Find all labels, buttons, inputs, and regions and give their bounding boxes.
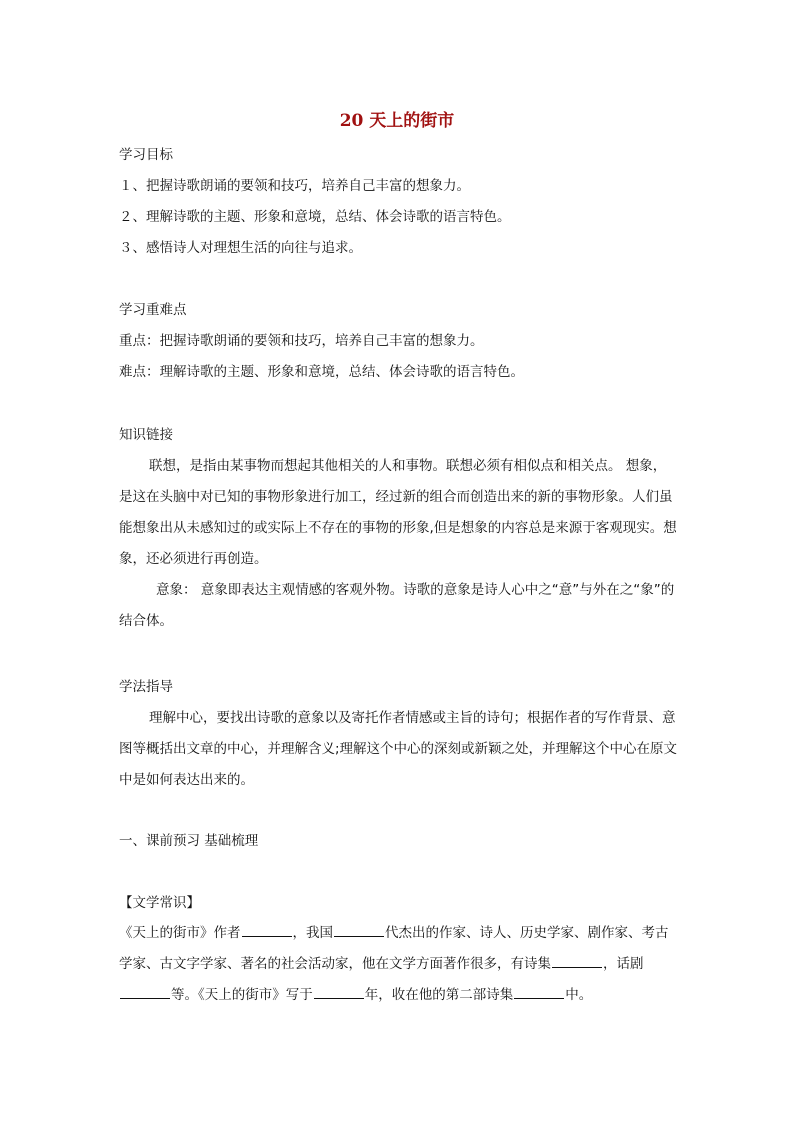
page-title: 20 天上的街市 bbox=[339, 111, 455, 131]
blank-second-collection[interactable] bbox=[514, 985, 564, 999]
difficult-point: 难点：理解诗歌的主题、形象和意境，总结、体会诗歌的语言特色。 bbox=[119, 364, 524, 380]
literary-knowledge-paragraph bbox=[119, 918, 679, 1011]
literary-text-1: 《天上的街市》作者 bbox=[119, 925, 241, 941]
preview-heading: 一、课前预习 基础梳理 bbox=[119, 833, 259, 849]
literary-text-4: ，话剧 bbox=[603, 956, 644, 972]
key-point: 重点：把握诗歌朗诵的要领和技巧，培养自己丰富的想象力。 bbox=[119, 333, 484, 349]
knowledge-paragraph-association: 联想，是指由某事物而想起其他相关的人和事物。联想必须有相似点和相关点。 想象，是这在头脑中对已知的事物形象进行加工，经过新的组合而创造出来的新的事物形象。人们虽能想象出从未感知过的或实际上不存在的事物的形象,但是想象的内容总是来源于客观现实。想象，还必须进行再创造。 bbox=[119, 458, 677, 567]
blank-drama[interactable] bbox=[120, 985, 170, 999]
objectives-heading: 学习目标 bbox=[119, 147, 173, 163]
blank-year[interactable] bbox=[314, 985, 364, 999]
blank-era[interactable] bbox=[334, 923, 384, 937]
literary-text-7: 中。 bbox=[565, 987, 593, 1003]
literary-knowledge-heading: 【文学常识】 bbox=[119, 895, 200, 911]
literary-text-6: 年，收在他的第二部诗集 bbox=[364, 987, 514, 1003]
objective-item-3: ３、感悟诗人对理想生活的向往与追求。 bbox=[119, 240, 362, 256]
objective-item-2: ２、理解诗歌的主题、形象和意境，总结、体会诗歌的语言特色。 bbox=[119, 209, 511, 225]
method-paragraph: 理解中心，要找出诗歌的意象以及寄托作者情感或主旨的诗句；根据作者的写作背景、意图等概括出文章的中心，并理解含义;理解这个中心的深刻或新颖之处，并理解这个中心在原文中是如何表达出来的。 bbox=[119, 710, 678, 788]
method-heading: 学法指导 bbox=[119, 679, 173, 695]
literary-text-2: ，我国 bbox=[292, 925, 333, 941]
blank-author[interactable] bbox=[242, 923, 292, 937]
blank-poetry-collection[interactable] bbox=[552, 954, 602, 968]
literary-text-5: 等。《天上的街市》写于 bbox=[171, 987, 313, 1003]
knowledge-paragraph-imagery: 意象： 意象即表达主观情感的客观外物。诗歌的意象是诗人心中之“意”与外在之“象”的结合体。 bbox=[119, 582, 675, 629]
knowledge-heading: 知识链接 bbox=[119, 427, 173, 443]
keypoints-heading: 学习重难点 bbox=[119, 302, 187, 318]
literary-text-3: 代杰出的作家、诗人、历史学家、剧作家、考古学家、古文字学家、著名的社会活动家，他在文学方面著作很多，有诗集 bbox=[119, 925, 669, 972]
objective-item-1: １、把握诗歌朗诵的要领和技巧，培养自己丰富的想象力。 bbox=[119, 178, 470, 194]
